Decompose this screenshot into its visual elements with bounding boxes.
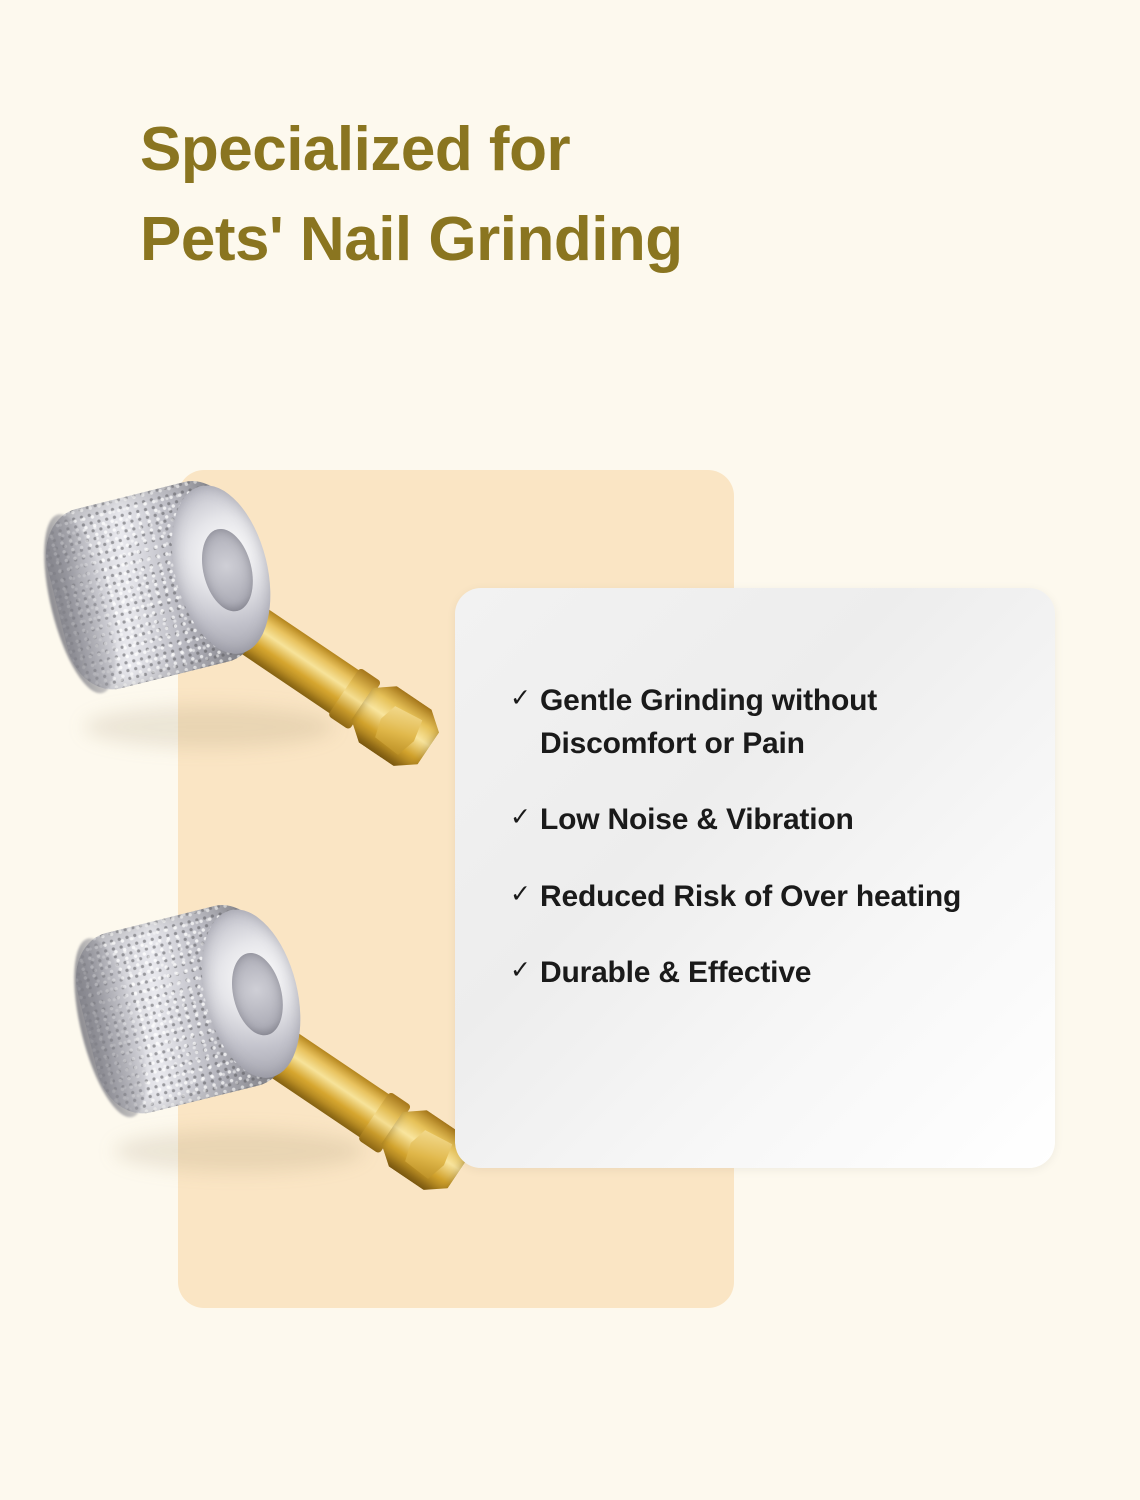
page-title-line-2: Pets' Nail Grinding [140,204,683,274]
feature-label: Reduced Risk of Over heating [540,879,962,913]
feature-list [510,680,1010,995]
page-title [140,105,970,285]
page-title-line-1: Specialized for [140,115,571,184]
diamond-grinding-bit-bottom [74,862,474,1242]
feature-label: Durable & Effective [540,956,812,990]
list-item [510,680,1010,765]
check-icon: ✓ [510,684,531,712]
check-icon: ✓ [510,879,531,908]
feature-card [455,588,1055,1168]
diamond-drum [29,444,288,718]
diamond-grinding-bit-top [44,438,444,818]
drum-face-inner [194,524,261,617]
grinding-bit-illustration [74,862,474,1242]
list-item [510,876,1010,919]
list-item [510,799,1010,842]
list-item [510,952,1010,995]
feature-label: Gentle Grinding without Discomfort or Pain [540,684,878,760]
check-icon: ✓ [510,956,531,985]
drum-face-inner [224,948,291,1041]
feature-label: Low Noise & Vibration [540,803,854,837]
diamond-drum [59,868,318,1142]
check-icon: ✓ [510,803,531,832]
grinding-bit-illustration [44,438,444,818]
